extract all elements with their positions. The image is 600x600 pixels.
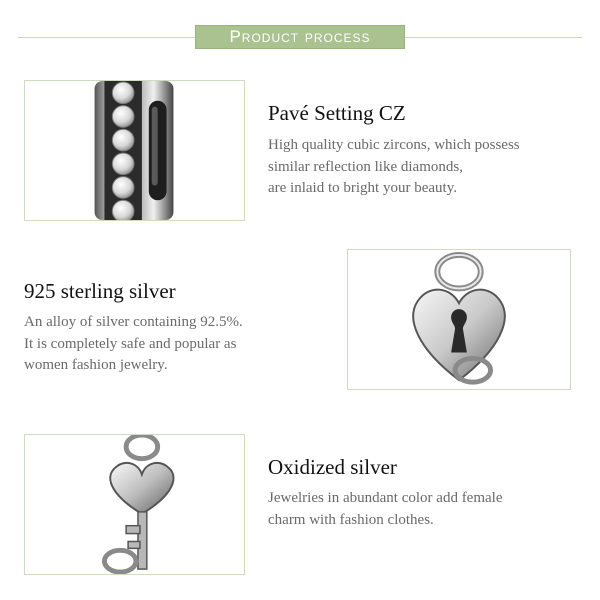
heart-key-image	[24, 434, 245, 575]
description-line: charm with fashion clothes.	[268, 511, 434, 528]
section-header-badge	[195, 25, 405, 49]
description-line: It is completely safe and popular as	[24, 335, 237, 352]
description-line: women fashion jewelry.	[24, 357, 168, 373]
section-description	[24, 312, 243, 377]
description-line: An alloy of silver containing 92.5%.	[24, 314, 243, 330]
description-line: High quality cubic zircons, which possess	[268, 137, 520, 153]
section-title: Oxidized silver	[268, 455, 397, 479]
pave-ring-image	[24, 80, 245, 221]
section-header-title: Product process	[229, 27, 371, 46]
heart-key-icon	[25, 435, 244, 574]
description-line: are inlaid to bright your beauty.	[268, 180, 457, 196]
section-description	[268, 488, 503, 531]
description-line: similar reflection like diamonds,	[268, 158, 463, 175]
heart-lock-image	[347, 249, 571, 390]
heart-lock-icon	[348, 250, 570, 389]
pave-ring-icon	[25, 81, 244, 220]
description-line: Jewelries in abundant color add female	[268, 490, 503, 506]
section-description	[268, 135, 520, 200]
section-title: 925 sterling silver	[24, 279, 176, 303]
section-title: Pavé Setting CZ	[268, 101, 406, 125]
